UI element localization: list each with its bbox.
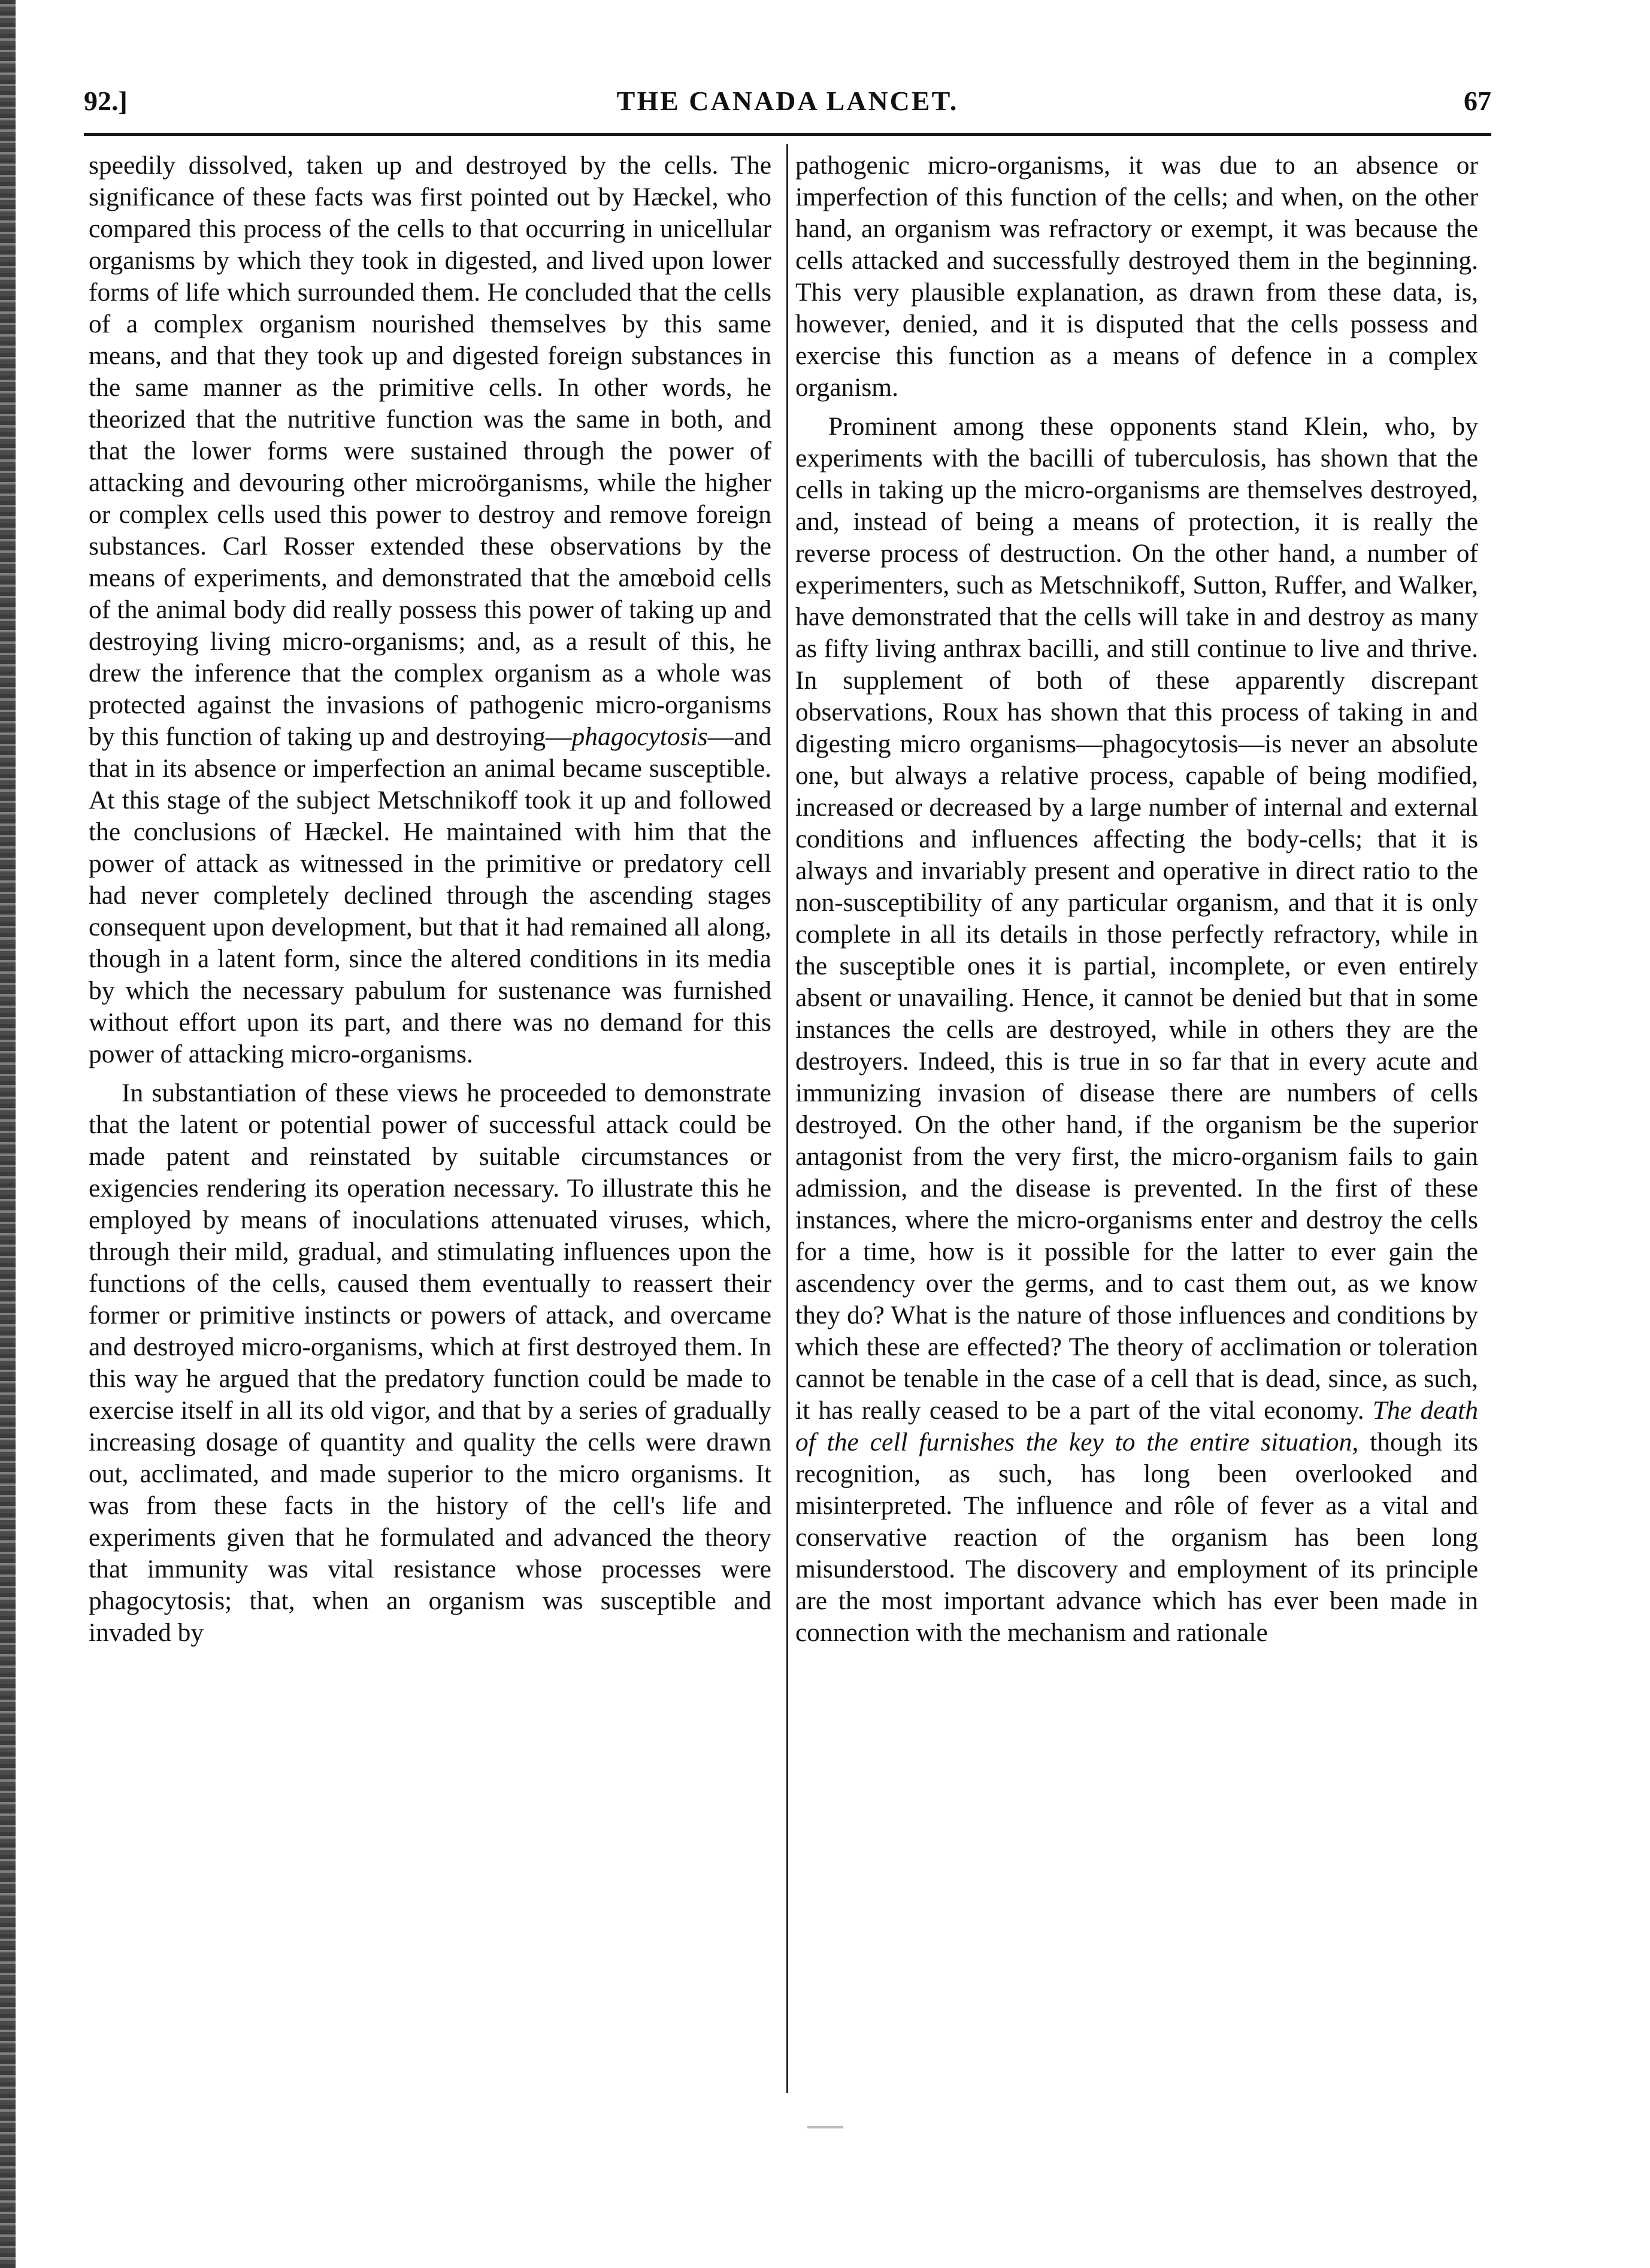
right-paragraph-1: pathogenic micro-organisms, it was due to an absence or imperfection of this function of the cells; and when, on the other hand, an organism was refractory or exempt, it was because the cells attacked and successfully destroyed them in the beginning. This very plausible explanation, as drawn from these data, is, however, denied, and it is disputed that the cells possess and exercise this function as a means of defence in a complex organism. [795,151,1478,402]
left-p1-italic: phagocytosis [571,722,708,751]
left-paragraph-1: speedily dissolved, taken up and destroyed by the cells. The significance of these facts was first pointed out by Hæckel, who compared this process of the cells to that occurring in unicellular organisms by which they took in digested, and lived upon lower forms of life which surrounded them. He concluded that the cells of a complex organism nourished themselves by this same means, and that they took up and digested foreign substances in the same manner as the primitive cells. In other words, he theorized that the nutritive function was the same in both, and that the lower forms were sustained through the power of attacking and devouring other microörganisms, while the higher or complex cells used this power to destroy and remove foreign substances. Carl Rosser extended these observations by the means of experiments, and demonstrated that the amœboid cells of the animal body did really possess this power of taking up and destroying living micro-organisms; and, as a result of this, he drew the inference that the complex organism as a whole was protected against the invasions of pathogenic micro-organisms by this function of taking up and destroying—phagocytosis—and that in its absence or imperfection an animal became susceptible. At this stage of the subject Metschnikoff took it up and followed the conclusions of Hæckel. He maintained with him that the power of attack as witnessed in the primitive or predatory cell had never completely declined through the ascending stages consequent upon development, but that it had remained all along, though in a latent form, since the altered conditions in its media by which the necessary pabulum for sustenance was furnished without effort upon its part, and there was no demand for this power of attacking micro-organisms. [89,151,771,1068]
bottom-mark [807,2126,843,2128]
volume-number: 92.] [84,86,128,116]
left-column [89,150,771,1656]
running-header [84,85,1491,127]
right-p2-text: Prominent among these opponents stand Klein, who, by experiments with the bacilli of tuberculosis, has shown that the cells in taking up the micro-organisms are themselves destroyed, and, instead of being a means of protection, it is really the reverse process of destruction. On the other hand, a number of experimenters, such as Metschnikoff, Sutton, Ruffer, and Walker, have demonstrated that the cells will take in and destroy as many as fifty living anthrax bacilli, and still continue to live and thrive. In supplement of both of these apparently discrepant observations, Roux has shown that this process of taking in and digesting micro organisms—phagocytosis—is never an absolute one, but always a relative process, capable of being modified, increased or decreased by a large number of internal and external conditions and influences affecting the body-cells; that it is always and invariably present and operative in direct ratio to the non-susceptibility of any particular organism, and that it is only complete in all its details in those perfectly refractory, while in the susceptible ones it is partial, incomplete, or even entirely absent or unavailing. Hence, it cannot be denied but that in some instances the cells are destroyed, while in others they are the destroyers. Indeed, this is true in so far that in every acute and immunizing invasion of disease there are numbers of cells destroyed. On the other hand, if the organism be the superior antagonist from the very first, the micro-organism fails to gain admission, and the disease is prevented. In the first of these instances, where the micro-organisms enter and destroy the cells for a time, how is it possible for the latter to ever gain the ascendency over the germs, and to cast them out, as we know they do? What is the nature of those influences and conditions by which these are effected? The theory of acclimation or toleration cannot be tenable in the case of a cell that is dead, since, as such, it has really ceased to be a part of the vital economy. [795,412,1478,1425]
right-column [795,150,1478,1656]
page-binding-edge [0,0,16,2268]
left-p1-rest: —and that in its absence or imperfection an animal became susceptible. At this stage of the subject Metschnikoff took it up and followed the conclusions of Hæckel. He maintained with him that the power of attack as witnessed in the primitive or predatory cell had never completely declined through the ascending stages consequent upon development, but that it had remained all along, though in a latent form, since the altered conditions in its media by which the necessary pabulum for sustenance was furnished without effort upon its part, and there was no demand for this power of attacking micro-organisms. [89,722,771,1068]
header-rule [84,133,1491,136]
right-paragraph-2 [795,411,1478,1649]
left-paragraph-2: In substantiation of these views he proceeded to demonstrate that the latent or potential power of successful attack could be made patent and reinstated by suitable circumstances or exigencies rendering its operation necessary. To illustrate this he employed by means of inoculations attenuated viruses, which, through their mild, gradual, and stimulating influences upon the functions of the cells, caused them eventually to reassert their former or primitive instincts or powers of attack, and overcame and destroyed micro-organisms, which at first destroyed them. In this way he argued that the predatory function could be made to exercise itself in all its old vigor, and that by a series of gradually increasing dosage of quantity and quality the cells were drawn out, acclimated, and made superior to the micro organisms. It was from these facts in the history of the cell's life and experiments given that he formulated and advanced the theory that immunity was vital resistance whose processes were phagocytosis; that, when an organism was susceptible and invaded by [89,1079,771,1647]
journal-title: THE CANADA LANCET. [616,86,959,116]
column-divider [786,144,788,2093]
left-p1-text: speedily dissolved, taken up and destroyed by the cells. The significance of these facts was first pointed out by Hæckel, who compared this process of the cells to that occurring in unicellular organisms by which they took in digested, and lived upon lower forms of life which surrounded them. He concluded that the cells of a complex organism nourished themselves by this same means, and that they took up and digested foreign substances in the same manner as the primitive cells. In other words, he theorized that the nutritive function was the same in both, and that the lower forms were sustained through the power of attacking and devouring other microörganisms, while the higher or complex cells used this power to destroy and remove foreign substances. Carl Rosser extended these observations by the means of experiments, and demonstrated that the amœboid cells of the animal body did really possess this power of taking up and destroying living micro-organisms; and, as a result of this, he drew the inference that the complex organism as a whole was protected against the invasions of pathogenic micro-organisms by this function of taking up and destroying [89,151,771,751]
right-p2-italic: The death of the cell furnishes the key to the entire situation, [795,1396,1478,1457]
page-number: 67 [1464,86,1491,116]
right-p2-rest: though its recognition, as such, has long been overlooked and misinterpreted. The influence and rôle of fever as a vital and conservative reaction of the organism has been long misunderstood. The discovery and employment of its principle are the most important advance which has ever been made in connection with the mechanism and rationale [795,1428,1479,1647]
